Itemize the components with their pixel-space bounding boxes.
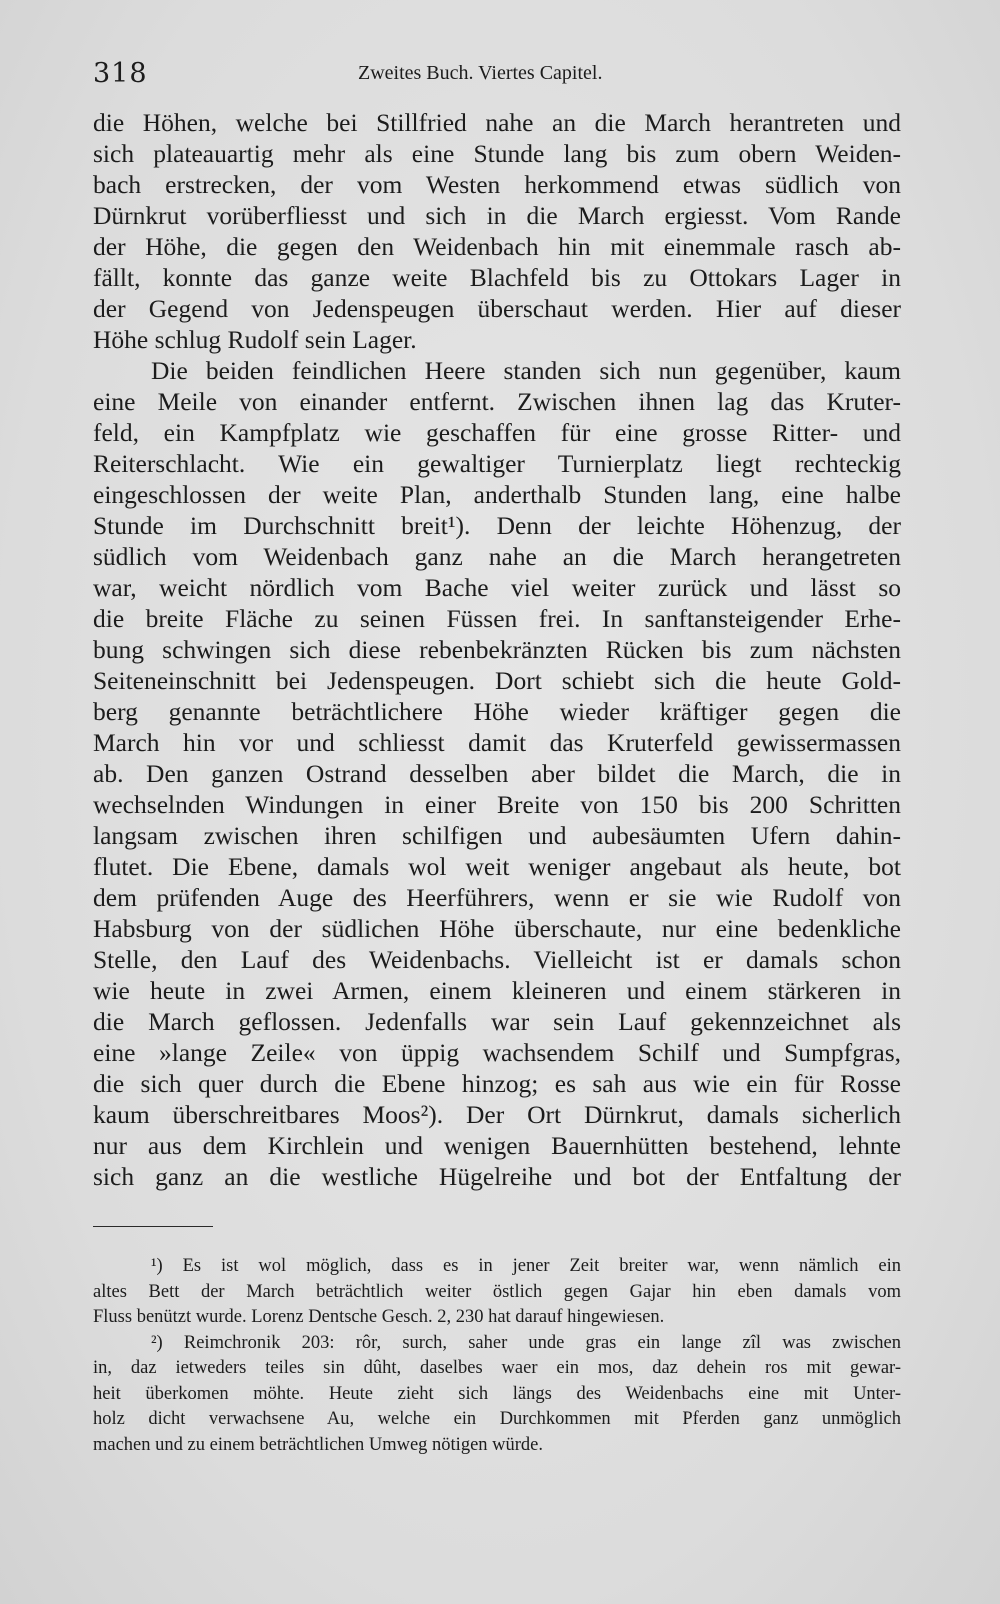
footnote-line: Fluss benützt wurde. Lorenz Dentsche Gesch. 2, 230 hat darauf hingewiesen.: [93, 1307, 665, 1327]
text-line: die breite Fläche zu seinen Füssen frei. In sanftansteigender Erhe-: [93, 604, 901, 633]
text-line: eine »lange Zeile« von üppig wachsendem Schilf und Sumpfgras,: [93, 1038, 901, 1067]
text-line: langsam zwischen ihren schilfigen und aubesäumten Ufern dahin-: [93, 821, 901, 850]
text-line: bach erstrecken, der vom Westen herkommend etwas südlich von: [93, 170, 901, 199]
text-line: wie heute in zwei Armen, einem kleineren und einem stärkeren in: [93, 976, 901, 1005]
footnote-line: altes Bett der March beträchtlich weiter östlich gegen Gajar hin eben damals vom: [93, 1281, 901, 1302]
footnote-line: in, daz ietweders teiles sin dûht, daselbes waer ein mos, daz dehein ros mit gewar-: [93, 1358, 901, 1378]
text-line: sich ganz an die westliche Hügelreihe und bot der Entfaltung der: [93, 1162, 901, 1191]
footnote-divider: [93, 1226, 213, 1227]
footnotes: [93, 1254, 901, 1458]
text-line: wechselnden Windungen in einer Breite von 150 bis 200 Schritten: [93, 790, 901, 819]
text-line: fällt, konnte das ganze weite Blachfeld bis zu Ottokars Lager in: [93, 263, 901, 292]
text-line: flutet. Die Ebene, damals wol weit weniger angebaut als heute, bot: [93, 852, 901, 881]
footnote-line: ²) Reimchronik 203: rôr, surch, saher unde gras ein lange zîl was zwischen: [151, 1332, 901, 1353]
footnote-line: machen und zu einem beträchtlichen Umweg nötigen würde.: [93, 1434, 544, 1455]
text-line: Stunde im Durchschnitt breit¹). Denn der leichte Höhenzug, der: [93, 511, 901, 540]
text-line: der Gegend von Jedenspeugen überschaut werden. Hier auf dieser: [93, 294, 901, 323]
text-line: berg genannte beträchtlichere Höhe wieder kräftiger gegen die: [93, 697, 901, 726]
text-line: Seiteneinschnitt bei Jedenspeugen. Dort schiebt sich die heute Gold-: [93, 666, 901, 695]
text-line: sich plateauartig mehr als eine Stunde lang bis zum obern Weiden-: [93, 139, 901, 168]
text-line: die March geflossen. Jedenfalls war sein Lauf gekennzeichnet als: [93, 1007, 901, 1036]
text-line: March hin vor und schliesst damit das Kruterfeld gewissermassen: [93, 728, 901, 757]
text-line: Reiterschlacht. Wie ein gewaltiger Turnierplatz liegt rechteckig: [93, 449, 901, 478]
text-line: ab. Den ganzen Ostrand desselben aber bildet die March, die in: [93, 759, 901, 788]
running-head-title: Zweites Buch. Viertes Capitel.: [358, 62, 603, 84]
text-line: Die beiden feindlichen Heere standen sich nun gegenüber, kaum: [151, 356, 901, 385]
text-line: die sich quer durch die Ebene hinzog; es sah aus wie ein für Rosse: [93, 1069, 901, 1098]
footnote-line: ¹) Es ist wol möglich, dass es in jener Zeit breiter war, wenn nämlich ein: [151, 1256, 901, 1276]
main-text: [93, 107, 901, 1192]
footnote-line: heit überkomen möhte. Heute zieht sich längs des Weidenbachs eine mit Unter-: [93, 1383, 901, 1404]
text-line: eingeschlossen der weite Plan, anderthalb Stunden lang, eine halbe: [93, 480, 901, 509]
text-line: die Höhen, welche bei Stillfried nahe an die March herantreten und: [93, 108, 901, 137]
text-line: Stelle, den Lauf des Weidenbachs. Vielleicht ist er damals schon: [93, 945, 901, 974]
footnote-line: holz dicht verwachsene Au, welche ein Durchkommen mit Pferden ganz unmöglich: [93, 1409, 901, 1429]
text-line: eine Meile von einander entfernt. Zwischen ihnen lag das Kruter-: [93, 387, 901, 416]
text-line: war, weicht nördlich vom Bache viel weiter zurück und lässt so: [93, 573, 901, 602]
text-line: bung schwingen sich diese rebenbekränzten Rücken bis zum nächsten: [93, 635, 901, 664]
running-head: [93, 58, 901, 98]
text-line: Habsburg von der südlichen Höhe überschaute, nur eine bedenkliche: [93, 914, 901, 943]
text-line: dem prüfenden Auge des Heerführers, wenn er sie wie Rudolf von: [93, 883, 901, 912]
text-line: feld, ein Kampfplatz wie geschaffen für eine grosse Ritter- und: [93, 418, 901, 447]
text-line: Höhe schlug Rudolf sein Lager.: [93, 325, 417, 354]
text-line: nur aus dem Kirchlein und wenigen Bauernhütten bestehend, lehnte: [93, 1131, 901, 1160]
text-line: kaum überschreitbares Moos²). Der Ort Dürnkrut, damals sicherlich: [93, 1100, 901, 1129]
page-number: 318: [93, 58, 148, 89]
text-line: Dürnkrut vorüberfliesst und sich in die March ergiesst. Vom Rande: [93, 201, 901, 230]
text-line: südlich vom Weidenbach ganz nahe an die March herangetreten: [93, 542, 901, 571]
text-line: der Höhe, die gegen den Weidenbach hin mit einemmale rasch ab-: [93, 232, 901, 261]
